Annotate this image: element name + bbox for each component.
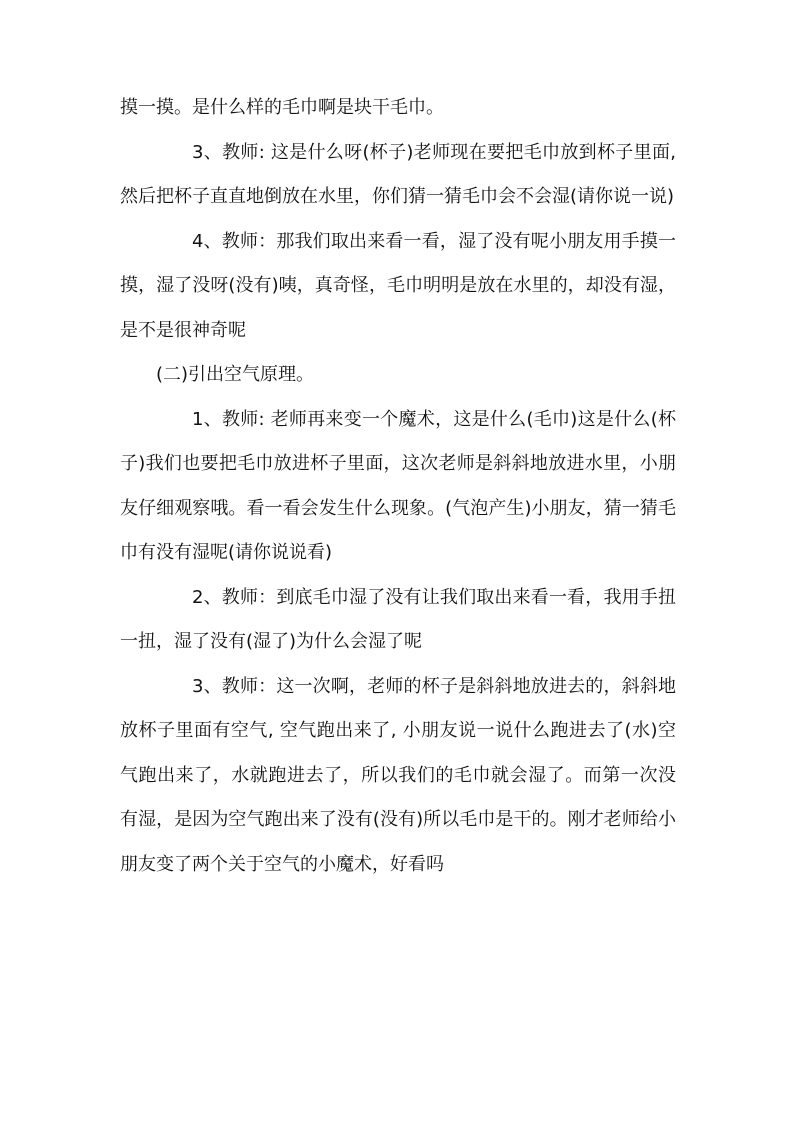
document-body [120, 86, 676, 887]
paragraph-continuation: 摸一摸。是什么样的毛巾啊是块干毛巾。 [120, 97, 444, 118]
paragraph-step-3-second: 3、教师：这一次啊，老师的杯子是斜斜地放进去的，斜斜地放杯子里面有空气, 空气跑出来了, 小朋友说一说什么跑进去了(水)空气跑出来了，水就跑进去了，所以我们的毛巾就会湿了。而第一次没有湿，是因为空气跑出来了没有(没有)所以毛巾是干的。刚才老师给小朋友变了两个关于空气的小魔术，好看吗 [120, 675, 676, 875]
paragraph-step-2: 2、教师：到底毛巾湿了没有让我们取出来看一看，我用手扭一扭，湿了没有(湿了)为什么会湿了呢 [120, 586, 676, 652]
paragraph-step-4: 4、教师：那我们取出来看一看，湿了没有呢小朋友用手摸一摸，湿了没呀(没有)咦，真奇怪，毛巾明明是放在水里的，却没有湿，是不是很神奇呢 [120, 230, 676, 341]
paragraph-step-1: 1、教师: 老师再来变一个魔术，这是什么(毛巾)这是什么(杯子)我们也要把毛巾放进杯子里面，这次老师是斜斜地放进水里，小朋友仔细观察哦。看一看会发生什么现象。(气泡产生)小朋友，猜一猜毛巾有没有湿呢(请你说说看) [120, 408, 676, 563]
paragraph-step-3: 3、教师: 这是什么呀(杯子)老师现在要把毛巾放到杯子里面, 然后把杯子直直地倒放在水里，你们猜一猜毛巾会不会湿(请你说一说) [120, 141, 676, 207]
section-heading: (二)引出空气原理。 [156, 364, 315, 385]
